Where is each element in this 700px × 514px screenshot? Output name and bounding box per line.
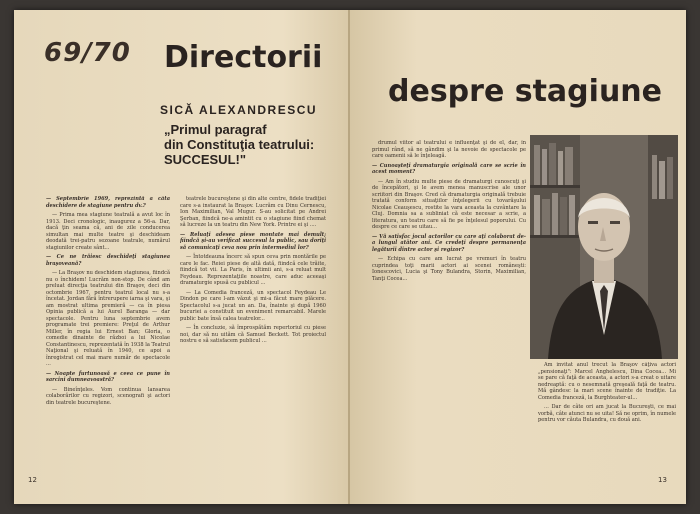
answer-paragraph: — Am în studiu multe piese de dramaturgi cunoscuţi şi de începători, şi le avem menea manuscrise ale unor scriitori din Braşov. Cred că dramaturgia originală trebuie tratată conform situaţiilor înţelegerii cu tovarăşului Nicolae Ceauşescu, rostite la vara aceasta la cuvântare la Cluj. Domnia sa a subliniat că este necesar a scrie, a literatura, un teatru care să fie pe înţelesul poporului. Cu despre ce care se uitau... — [372, 178, 526, 230]
answer-paragraph: Am invitat anul trecut la Braşov câţiva actori „pensionaţi": Marcel Anghelescu, Dina Cocea... Mi se pare că faţă de aceasta, a actori s-a creat o uitare nedreaptă: cu o nesemnată greşeală faţă de teatru. Mă gândesc la mari scene înainte de tradiţie. La Comedia franceză, la Burghteater-ul... — [538, 362, 676, 401]
left-column-1 — [46, 196, 170, 478]
answer-paragraph: — Echipa cu care am lucrat pe vremuri în teatru cuprindea toţi marii actori ai scenei româneşti: Ionescovici, Lucia şi Tony Bulandra, Storin, Maximilian, Tanţi Cocea... — [372, 256, 526, 282]
right-page — [350, 10, 686, 504]
question-paragraph: — Vă satisfac jocul actorilor cu care aţi colaborat de-a lungul atâtor ani. Ce credeţi despre permanenţa legăturii dintre actor şi regizor? — [372, 233, 526, 253]
answer-paragraph: — Bineînţeles. Vom continua lansarea colaborărilor cu regizori, scenografi şi actori din teatrele bucureştene. — [46, 386, 170, 406]
answer-paragraph: — În concluzie, să împrospătăm repertoriul cu piese noi, dar să nu uităm că Samuel Beckett. Tot proiectul nostru e să satisfacem publicul ... — [180, 325, 326, 344]
headline-part-2: despre stagiune — [388, 74, 662, 109]
portrait-illustration — [530, 135, 678, 359]
question-paragraph: — Septembrie 1969, reprezintă a câta deschidere de stagiune pentru dv.? — [46, 196, 170, 209]
subtitle-line-2: din Constituţia teatrului: — [164, 137, 315, 152]
page-number-left: 12 — [28, 476, 37, 484]
issue-number: 69/70 — [44, 38, 131, 68]
portrait-photo — [530, 135, 678, 359]
headline-part-1: Directorii — [164, 40, 323, 75]
answer-paragraph: — La Comedia franceză, un spectacol Feydeau Le Dindon pe care l-am văzut şi mi-a făcut mare plăcere. Spectacolul s-a jucat un an. Da, înainte şi după 1960 bucuriei a constituit un eveniment remarcabil. Marele public bate însă calea teatrelor... — [180, 289, 326, 322]
question-paragraph: — Ce ne trăiesc deschideţi stagiunea braşoveană? — [46, 254, 170, 267]
answer-paragraph: drumul viitor al teatrului e influenţat şi de el, dar, în primul rând, să ne gândim şi la nevoie de spectacole pe care oamenii să le înţeleagă. — [372, 140, 526, 159]
left-page — [14, 10, 350, 504]
page-number-right: 13 — [658, 476, 667, 484]
left-column-2 — [180, 196, 326, 478]
answer-paragraph: ... Dar de câte ori am jucat la Bucureşti, ce mai vorbă, câte atunci nu se uita! Să ne oprim, în numele pentru vor căuta Bulandra, cu două ani. — [538, 404, 676, 423]
answer-paragraph: — La Braşov nu deschidem stagiunea, fiindcă nu o închidem! Lucrăm non-stop. De când am preluat direcţia teatrului din Braşov, deci din octombrie 1967, pentru teatrul local nu s-a încetat. Jordan fără întrerupere iarna şi vara, şi am mostrat ultima premieră — ca în piesa Opinia publică a lui Aurel Baranga — dar spectacole. Pentru luna septembrie avem programate trei premiere: Preţul de Arthur Miller, în regia lui Ernest Ban; Gloria, o comedie dinainte de război a lui Nicolae Constantinescu, reprezentată în 1938 la Teatrul Naţional şi reluată în 1940, ce apoi a înregistrat cel mai mare număr de spectacole ... — [46, 270, 170, 367]
author-name: SICĂ ALEXANDRESCU — [160, 103, 318, 117]
magazine-spread — [14, 10, 686, 504]
answer-paragraph: — Întotdeauna încerc să spun ceva prin montările pe care le fac. Reiei piese de altă dată, fiindcă cele trăite, fiindcă tot vii. La Paris, în ultimii ani, s-a reluat mult Feydeau. Reprezentaţiile noastre, care aduc aceeaşi dramaturgie spusă cu publicul ... — [180, 254, 326, 286]
subtitle-line-1: „Primul paragraf — [164, 122, 267, 137]
answer-paragraph: — Prima mea stagiune teatrală a avut loc în 1913. Deci cronologic, inaugurez a 56-a. Dar, dacă ţin seama că, ani de zile conducerea simultan mai multe teatre şi deschideam deodată trei-patru sezoane teatrale, numărul stagiunilor create sânt... — [46, 212, 170, 251]
right-column-2 — [538, 362, 676, 480]
right-column-1 — [372, 140, 526, 482]
question-paragraph: — Noapte furtunoasă e ceea ce pune în sarcini dumneavoastră? — [46, 370, 170, 383]
question-paragraph: — Reluaţi adesea piese montate mai demult; fiindcă şi-au verificat succesul la public, sau doriţi să comunicaţi ceva nou prin intermediul lor? — [180, 231, 326, 251]
question-paragraph: — Cunoaşteţi dramaturgia originală care se scrie în acest moment? — [372, 162, 526, 175]
answer-paragraph: teatrele bucureştene şi din alte centre, fidele tradiţiei care s-a instaurat la Braşov. Lucrăm cu Dinu Cernescu, Ion Maximilian, Val Mugur. S-au solicitat pe Andrei Şerban, fiindcă ne-a amintit cu o stagiune fiind chemat să lucreze la un teatru din New York. Printre ei şi .... — [180, 196, 326, 228]
subtitle-emphasis: SUCCESUL!" — [164, 152, 246, 167]
interview-subtitle — [164, 122, 334, 167]
